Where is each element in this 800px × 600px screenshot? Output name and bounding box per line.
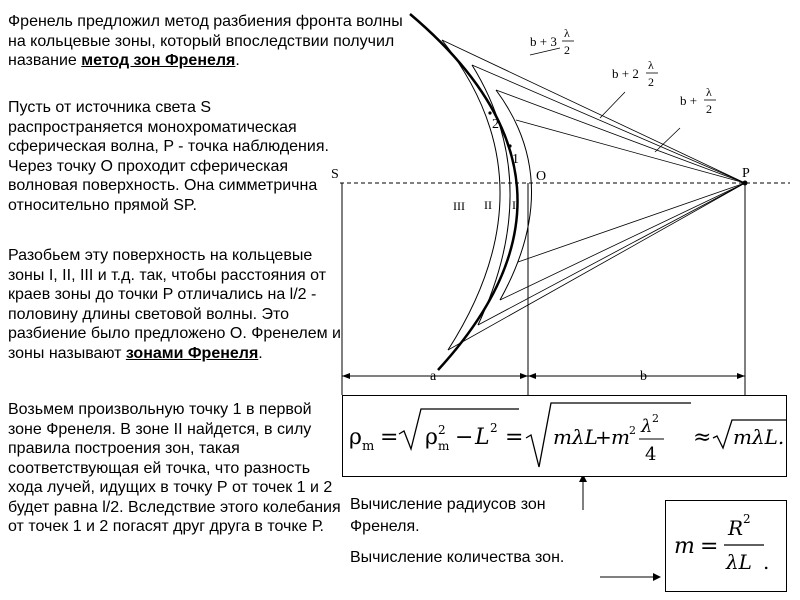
- points-paragraph: Возьмем произвольную точку 1 в первой зоне Френеля. В зоне II найдется, в силу правила построения зон, такая соответствующая ей точка, что разность хода лучей, идущих в точку Р от точек 1 и 2 будет равна l/2. Вследствие этого колебания от точек 1 и 2 погасят друг друга в точке Р.: [8, 401, 341, 535]
- leader-ray-2: [600, 92, 625, 118]
- svg-text:2: 2: [438, 423, 446, 437]
- zones-period: .: [258, 344, 263, 362]
- svg-text:mλL.: mλL.: [733, 425, 785, 449]
- label-S: S: [331, 167, 339, 182]
- svg-text:2: 2: [652, 412, 659, 425]
- svg-text:2: 2: [490, 421, 498, 435]
- svg-text:2: 2: [743, 512, 751, 526]
- svg-text:m: m: [362, 439, 375, 454]
- svg-text:λL: λL: [726, 550, 752, 574]
- ray-lower-3: [500, 183, 745, 300]
- svg-text:mλL: mλL: [553, 425, 598, 449]
- svg-text:4: 4: [645, 444, 657, 465]
- count-formula-box: [665, 500, 787, 592]
- ray-label-1-den: 2: [706, 102, 712, 116]
- dim-arrow-b-right: [737, 373, 745, 379]
- zone-arc-2: [472, 65, 510, 325]
- ray-label-3-den: 2: [564, 43, 570, 57]
- dim-arrow-a-right: [520, 373, 528, 379]
- ray-label-3-lambda: λ: [564, 26, 570, 40]
- label-P: P: [742, 166, 750, 181]
- svg-text:=: =: [505, 425, 524, 450]
- count-caption: Вычисление количества зон.: [350, 549, 565, 566]
- zone-label-II: II: [484, 198, 492, 212]
- leader-ray-1: [655, 128, 680, 152]
- zone-arc-1: [442, 40, 500, 350]
- svg-text:m: m: [611, 425, 630, 449]
- ray-label-1-lambda: λ: [706, 85, 712, 99]
- svg-text:+: +: [595, 425, 612, 449]
- leader-ray-3: [530, 48, 560, 55]
- ray-upper-1: [442, 40, 745, 183]
- intro-text: Френель предложил метод разбиения фронта волны на кольцевые зоны, который впоследствии получил название: [8, 13, 403, 69]
- zone-label-I: I: [512, 198, 516, 212]
- ray-label-2-den: 2: [648, 75, 654, 89]
- svg-text:m: m: [438, 439, 450, 453]
- ray-lower-1: [448, 183, 745, 350]
- zone-arc-3: [496, 90, 532, 300]
- point-label-2: 2: [492, 117, 499, 132]
- svg-text:=: =: [700, 534, 719, 559]
- svg-text:2: 2: [629, 424, 636, 437]
- svg-text:L: L: [475, 425, 490, 450]
- svg-text:ρ: ρ: [349, 425, 362, 450]
- svg-text:=: =: [380, 425, 399, 450]
- ray-upper-4: [516, 120, 745, 183]
- ray-label-2-prefix: b + 2: [612, 66, 639, 81]
- svg-text:≈: ≈: [693, 425, 712, 450]
- svg-text:.: .: [763, 550, 770, 574]
- intro-paragraph: [8, 12, 408, 71]
- svg-text:m: m: [674, 534, 695, 559]
- ray-lower-4: [518, 183, 745, 262]
- label-a: a: [430, 369, 437, 384]
- ray-label-3-prefix: b + 3: [530, 34, 557, 49]
- svg-text:R: R: [728, 516, 744, 540]
- ray-label-2-lambda: λ: [648, 58, 654, 72]
- label-O: O: [536, 169, 547, 184]
- label-b: b: [640, 369, 647, 384]
- svg-text:ρ: ρ: [425, 425, 438, 450]
- dim-arrow-a-left: [342, 373, 350, 379]
- method-term: метод зон Френеля: [81, 52, 236, 69]
- svg-text:λ: λ: [641, 416, 653, 437]
- point-1-dot: [508, 144, 511, 147]
- ray-label-1-prefix: b +: [680, 93, 698, 108]
- svg-text:−: −: [455, 425, 474, 450]
- radius-formula: [343, 396, 786, 476]
- dim-arrow-b-left: [528, 373, 536, 379]
- point-label-1: 1: [512, 152, 519, 167]
- intro-period: .: [235, 52, 240, 69]
- source-paragraph: Пусть от источника света S распространяется монохроматическая сферическая волна, P - точка наблюдения. Через точку О проходит сферическая волновая поверхность. Она симметрична относительно прямой SP.: [8, 99, 329, 214]
- zones-text: Разобьем эту поверхность на кольцевые зоны I, II, III и т.д. так, чтобы расстояния от краев зоны до точки P отличались на l/2 - половину длины световой волны. Это разбиение было предложено О. Френелем и зоны называют: [8, 247, 341, 362]
- count-formula: [666, 501, 786, 591]
- radius-caption: Вычисление радиусов зон Френеля.: [350, 496, 546, 535]
- wavefront-arc: [410, 14, 518, 370]
- zones-paragraph: [8, 246, 343, 363]
- point-2-dot: [488, 111, 491, 114]
- zone-label-III: III: [453, 199, 465, 213]
- zones-term: зонами Френеля: [125, 344, 259, 362]
- radius-formula-box: [342, 395, 787, 477]
